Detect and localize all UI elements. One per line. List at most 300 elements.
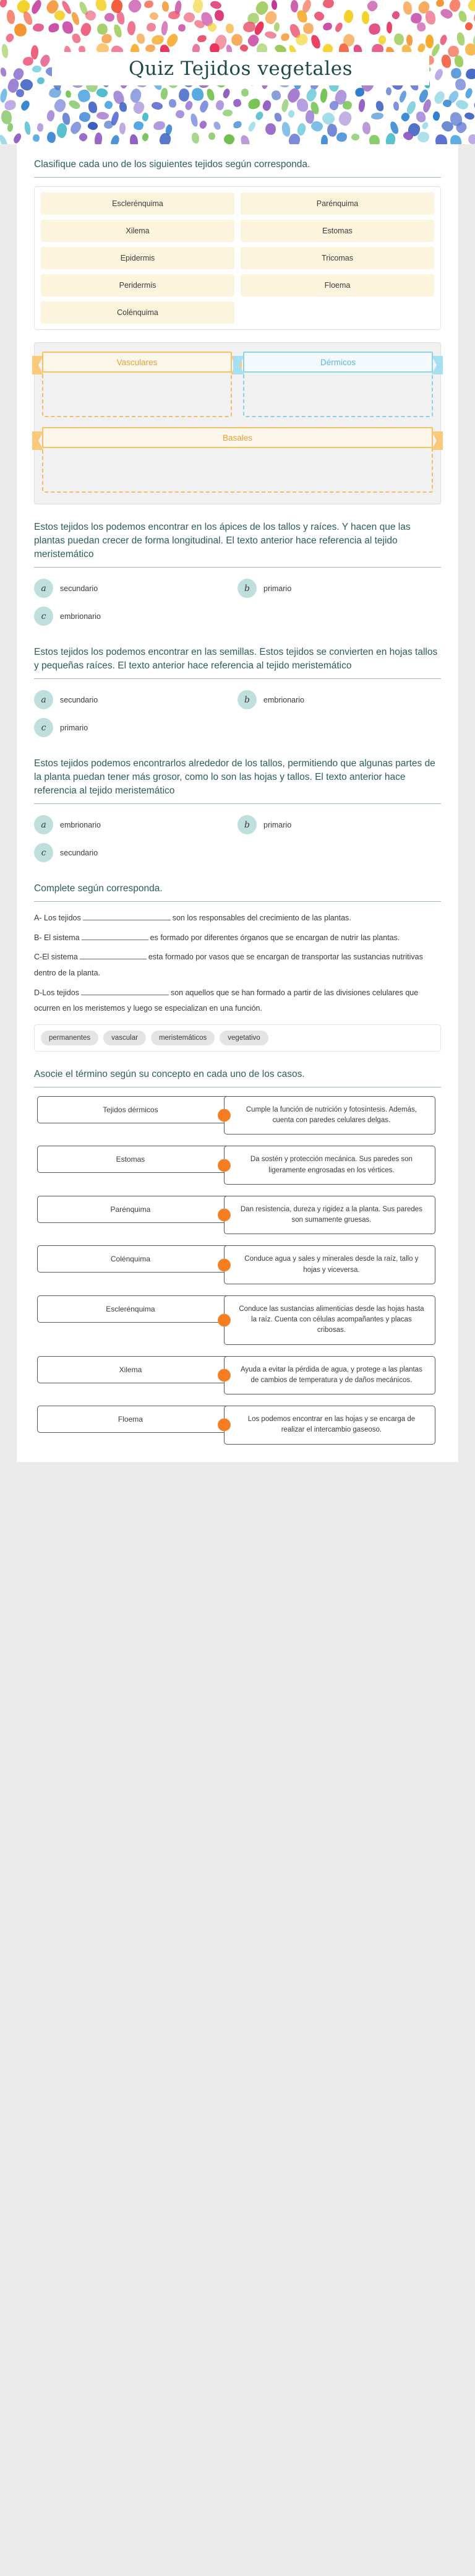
watercolor-blob — [12, 132, 23, 144]
mc-option-key: a — [34, 579, 53, 598]
watercolor-blob — [212, 120, 222, 131]
matching-term-cell — [34, 1295, 229, 1345]
watercolor-blob — [32, 65, 41, 72]
connector-dot-icon[interactable] — [218, 1368, 231, 1381]
matching-description[interactable] — [224, 1096, 435, 1135]
watercolor-blob — [104, 13, 114, 22]
watercolor-blob — [161, 1, 170, 12]
watercolor-blob — [322, 0, 334, 8]
matching-row — [34, 1356, 441, 1395]
divider — [34, 803, 441, 804]
watercolor-blob — [322, 22, 333, 31]
watercolor-blob — [367, 22, 382, 37]
fill-blank-input[interactable] — [83, 911, 171, 920]
watercolor-blob — [464, 22, 473, 30]
watercolor-blob — [371, 112, 383, 119]
classify-tile[interactable]: Peridermis — [41, 274, 234, 296]
mc-option[interactable] — [34, 843, 238, 862]
watercolor-blob — [215, 100, 225, 111]
fill-text-after: son aquellos que se han formado a partir de las divisiones celulares que ocurren en los meristemos y luego se especializan en una función. — [34, 988, 419, 1013]
classify-tile[interactable]: Floema — [241, 274, 434, 296]
matching-term-cell — [34, 1196, 229, 1235]
watercolor-blob — [142, 112, 149, 121]
watercolor-blob — [321, 135, 328, 144]
watercolor-blob — [46, 110, 55, 122]
watercolor-blob — [288, 133, 301, 144]
watercolor-blob — [161, 21, 168, 36]
watercolor-blob — [87, 101, 98, 115]
watercolor-blob — [209, 0, 222, 10]
watercolor-blob — [367, 133, 382, 144]
row-spacer — [34, 1345, 441, 1356]
word-bank-chip[interactable]: meristemáticos — [151, 1031, 215, 1045]
mc-option-key: a — [34, 815, 53, 834]
watercolor-blob — [109, 134, 120, 144]
dropzone-target-area[interactable] — [243, 371, 433, 417]
watercolor-blob — [197, 34, 207, 43]
mc1-prompt: Estos tejidos los podemos encontrar en los ápices de los tallos y raíces. Y hacen que las plantas puedan crecer de forma longitudinal. El texto anterior hace referencia al tejido meristemático — [34, 522, 411, 560]
watercolor-blob — [309, 33, 322, 50]
watercolor-blob — [153, 120, 166, 131]
watercolor-blob — [455, 98, 469, 110]
watercolor-blob — [126, 0, 143, 14]
watercolor-blob — [129, 134, 139, 144]
matching-term-cell — [34, 1406, 229, 1445]
watercolor-blob — [168, 98, 178, 108]
matching-description[interactable] — [224, 1356, 435, 1395]
mc-option-label: embrionario — [60, 612, 101, 621]
watercolor-blob — [239, 44, 249, 53]
watercolor-blob — [387, 22, 393, 34]
fill-text-before: B- El sistema — [34, 933, 80, 942]
mc-option-key: c — [34, 843, 53, 862]
watercolor-blob — [143, 0, 153, 9]
watercolor-blob — [32, 134, 40, 142]
watercolor-blob — [105, 100, 113, 109]
watercolor-blob — [129, 87, 142, 103]
row-spacer — [34, 1284, 441, 1295]
watercolor-blob — [343, 9, 353, 23]
watercolor-blob — [5, 32, 15, 43]
watercolor-blob — [421, 121, 429, 131]
watercolor-blob — [178, 23, 187, 32]
matching-description-text: Dan resistencia, dureza y rigidez a la planta. Sus paredes son sumamente gruesas. — [240, 1205, 422, 1224]
watercolor-blob — [71, 32, 82, 45]
connector-dot-icon[interactable] — [218, 1313, 231, 1326]
watercolor-blob — [24, 121, 32, 136]
watercolor-blob — [20, 99, 31, 111]
watercolor-blob — [320, 88, 328, 103]
watercolor-blob — [402, 0, 414, 15]
mc2-prompt: Estos tejidos los podemos encontrar en las semillas. Estos tejidos se convierten en hojas tallos y pequeñas raíces. El texto anterior hace referencia al tejido meristemático — [34, 647, 438, 671]
watercolor-blob — [242, 20, 255, 33]
mc-option-list — [34, 688, 441, 741]
connector-dot-icon[interactable] — [218, 1419, 231, 1432]
watercolor-blob — [168, 11, 180, 20]
dropzone-ribbon — [42, 352, 232, 373]
matching-row — [34, 1146, 441, 1185]
watercolor-blob — [264, 31, 277, 40]
watercolor-blob — [93, 0, 109, 14]
watercolor-blob — [1, 44, 9, 59]
fill-blank-input[interactable] — [80, 950, 147, 959]
watercolor-blob — [239, 134, 252, 144]
watercolor-blob — [302, 22, 315, 35]
mc-option-list — [34, 576, 441, 629]
matching-term-label: Tejidos dérmicos — [103, 1105, 158, 1114]
watercolor-blob — [222, 87, 231, 99]
classify-tile[interactable]: Esclerénquima — [41, 192, 234, 215]
matching-term[interactable] — [37, 1406, 233, 1433]
mc-option[interactable] — [238, 815, 441, 834]
dropzone-dérmicos[interactable] — [243, 352, 433, 417]
watercolor-blob — [312, 10, 325, 22]
matching-description[interactable] — [224, 1146, 435, 1185]
matching-term-cell — [34, 1146, 229, 1185]
fill-text-after: son los responsables del crecimiento de las plantas. — [172, 914, 351, 922]
row-spacer — [34, 1185, 441, 1196]
watercolor-blob — [96, 87, 109, 98]
watercolor-blob — [336, 132, 348, 142]
dropzone-label: Basales — [42, 427, 433, 448]
matching-description-text: Cumple la función de nutrición y fotosíntesis. Además, cuenta con paredes celulares delgas. — [246, 1105, 417, 1124]
matching-description[interactable] — [224, 1245, 435, 1284]
watercolor-blob — [464, 42, 475, 57]
matching-term[interactable] — [37, 1146, 233, 1173]
watercolor-blob — [37, 123, 43, 132]
fill-lines-host — [34, 910, 441, 1017]
watercolor-blob — [393, 101, 400, 111]
watercolor-blob — [297, 123, 307, 136]
matching-description-cell — [229, 1356, 441, 1395]
watercolor-blob — [442, 99, 451, 108]
watercolor-blob — [290, 0, 298, 13]
mc-option-label: secundario — [60, 848, 98, 857]
fill-blank-input[interactable] — [81, 986, 169, 995]
dropzone-label: Vasculares — [42, 352, 232, 373]
matching-description-cell — [229, 1196, 441, 1235]
watercolor-blob — [6, 9, 15, 24]
watercolor-blob — [392, 11, 401, 20]
word-bank-chip[interactable]: vegetativo — [220, 1031, 268, 1045]
mc-option[interactable] — [34, 718, 238, 737]
watercolor-blob — [48, 87, 62, 99]
matching-description[interactable] — [224, 1406, 435, 1445]
dropzone-label: Dérmicos — [243, 352, 433, 373]
watercolor-blob — [127, 21, 136, 36]
watercolor-blob — [208, 132, 216, 140]
connector-dot-icon[interactable] — [218, 1209, 231, 1222]
watercolor-blob — [78, 132, 88, 142]
mc-option-key: c — [34, 718, 53, 737]
mc-option[interactable] — [238, 579, 441, 598]
watercolor-blob — [247, 121, 257, 132]
matching-term-cell — [34, 1096, 229, 1135]
classify-tile-panel — [34, 186, 441, 330]
watercolor-blob — [223, 133, 235, 144]
mc-option-label: primario — [263, 820, 292, 829]
matching-term-label: Parénquima — [110, 1204, 151, 1214]
watercolor-blob — [111, 0, 123, 13]
watercolor-blob — [96, 111, 109, 120]
watercolor-blob — [361, 11, 370, 24]
watercolor-blob — [473, 98, 475, 113]
row-spacer — [34, 1135, 441, 1146]
classify-tile[interactable]: Tricomas — [241, 247, 434, 269]
matching-term-cell — [34, 1245, 229, 1284]
matching-description-text: Conduce agua y sales y minerales desde la raíz, tallo y hojas y viceversa. — [244, 1255, 419, 1274]
watercolor-blob — [385, 132, 396, 144]
classify-prompt: Clasifique cada uno de los siguientes tejidos según corresponda. — [34, 159, 310, 170]
watercolor-blob — [358, 98, 366, 112]
fill-line — [34, 949, 441, 981]
watercolor-blob — [30, 0, 42, 15]
mc-option-label: embrionario — [60, 820, 101, 829]
classify-tile[interactable]: Parénquima — [241, 192, 434, 215]
mc-option[interactable] — [238, 690, 441, 709]
watercolor-blob — [464, 111, 475, 121]
matching-term[interactable] — [37, 1356, 233, 1383]
mc-option-label: primario — [60, 723, 88, 732]
fill-prompt: Complete según corresponda. — [34, 883, 163, 894]
matching-description-cell — [229, 1096, 441, 1135]
watercolor-blob — [223, 110, 233, 117]
fill-line — [34, 985, 441, 1017]
classify-tile-grid — [41, 192, 434, 324]
watercolor-blob — [280, 32, 290, 42]
mc-option-key: c — [34, 607, 53, 626]
word-bank — [34, 1024, 441, 1052]
watercolor-blob — [457, 9, 468, 23]
divider — [34, 678, 441, 679]
watercolor-blob — [94, 132, 103, 144]
matching-description-cell — [229, 1406, 441, 1445]
matching-term[interactable] — [37, 1295, 233, 1323]
matching-prompt: Asocie el término según su concepto en cada uno de los casos. — [34, 1068, 305, 1079]
page-title-plate — [52, 52, 429, 85]
watercolor-blob — [255, 110, 265, 121]
mc-option[interactable] — [34, 607, 238, 626]
watercolor-blob — [150, 34, 164, 46]
watercolor-blob — [118, 101, 127, 112]
fill-text-before: C-El sistema — [34, 953, 78, 962]
watercolor-blob — [435, 0, 445, 8]
classify-tile[interactable]: Epidermis — [41, 247, 234, 269]
watercolor-blob — [189, 113, 199, 128]
watercolor-blob — [113, 24, 124, 39]
watercolor-blob — [456, 32, 466, 46]
watercolor-blob — [426, 34, 434, 48]
section-classify — [17, 144, 458, 507]
watercolor-blob — [366, 0, 379, 13]
matching-description-cell — [229, 1146, 441, 1185]
dropzone-vasculares[interactable] — [42, 352, 232, 417]
watercolor-blob — [103, 120, 114, 129]
divider — [34, 567, 441, 568]
fill-text-after: esta formado por vasos que se encargan de transportar las sustancias nutritivas dentro de la planta. — [34, 953, 423, 977]
page-header-banner — [0, 0, 475, 144]
matching-row — [34, 1295, 441, 1345]
watercolor-blob — [214, 9, 226, 22]
watercolor-blob — [79, 111, 91, 122]
section-mc3 — [17, 743, 458, 868]
matching-description-text: Los podemos encontrar en las hojas y se encarga de realizar el intercambio gaseoso. — [247, 1416, 416, 1434]
watercolor-blob — [184, 100, 194, 111]
watercolor-blob — [80, 22, 92, 37]
matching-row — [34, 1245, 441, 1284]
watercolor-blob — [264, 123, 276, 136]
watercolor-blob — [190, 132, 200, 144]
matching-term-cell — [34, 1356, 229, 1395]
watercolor-blob — [247, 97, 262, 111]
fill-blank-input[interactable] — [82, 931, 148, 940]
word-bank-chip[interactable]: vascular — [103, 1031, 146, 1045]
watercolor-blob — [15, 89, 24, 98]
matching-description-text: Da sostén y protección mecánica. Sus paredes son ligeramente engrosadas en los vértices. — [250, 1156, 413, 1174]
section-matching — [17, 1054, 458, 1447]
divider — [34, 901, 441, 902]
dropzone-target-area[interactable] — [42, 447, 433, 493]
watercolor-blob — [233, 120, 243, 130]
watercolor-blob — [205, 88, 216, 102]
watercolor-blob — [134, 121, 143, 131]
watercolor-blob — [334, 22, 343, 33]
watercolor-blob — [262, 100, 272, 112]
multiple-choice-host — [17, 507, 458, 868]
watercolor-blob — [56, 123, 67, 138]
watercolor-blob — [273, 111, 283, 123]
matching-host — [34, 1096, 441, 1445]
fill-text-before: A- Los tejidos — [34, 914, 81, 922]
matching-row — [34, 1096, 441, 1135]
watercolor-blob — [342, 100, 352, 110]
matching-term[interactable] — [37, 1096, 233, 1123]
watercolor-blob — [464, 87, 474, 99]
watercolor-blob — [232, 97, 242, 108]
matching-description[interactable] — [224, 1295, 435, 1345]
matching-term[interactable] — [37, 1245, 233, 1273]
watercolor-blob — [160, 88, 168, 100]
watercolor-blob — [378, 35, 386, 44]
fill-text-before: D-Los tejidos — [34, 988, 79, 997]
matching-term-label: Colénquima — [110, 1255, 150, 1264]
watercolor-blob — [135, 33, 146, 45]
matching-term-label: Xilema — [119, 1365, 142, 1374]
classify-tile[interactable]: Colénquima — [41, 301, 234, 324]
watercolor-blob — [433, 67, 444, 81]
watercolor-blob — [38, 53, 51, 68]
watercolor-blob — [280, 121, 291, 137]
mc-option[interactable] — [34, 579, 238, 598]
watercolor-blob — [159, 132, 171, 144]
watercolor-blob — [46, 21, 60, 34]
watercolor-blob — [225, 23, 235, 34]
dropzone-ribbon — [42, 427, 433, 448]
matching-row — [34, 1196, 441, 1235]
watercolor-blob — [398, 90, 408, 103]
mc-option[interactable] — [34, 815, 238, 834]
connector-dot-icon[interactable] — [218, 1258, 231, 1271]
watercolor-blob — [386, 87, 392, 95]
watercolor-blob — [175, 110, 184, 118]
watercolor-blob — [374, 100, 384, 112]
watercolor-blob — [433, 111, 440, 121]
watercolor-blob — [273, 22, 280, 32]
classify-dropzone-panel — [34, 342, 441, 504]
matching-description[interactable] — [224, 1196, 435, 1235]
watercolor-blob — [464, 67, 475, 80]
connector-dot-icon[interactable] — [218, 1109, 231, 1122]
watercolor-blob — [270, 89, 283, 102]
matching-row — [34, 1406, 441, 1445]
watercolor-blob — [0, 0, 7, 8]
classify-tile[interactable]: Estomas — [241, 220, 434, 242]
matching-term[interactable] — [37, 1196, 233, 1223]
mc-option-key: b — [238, 690, 257, 709]
mc-option-key: b — [238, 815, 257, 834]
page-title: Quiz Tejidos vegetales — [128, 58, 353, 80]
watercolor-blob — [351, 133, 360, 140]
watercolor-blob — [417, 131, 429, 143]
watercolor-blob — [119, 123, 126, 134]
fill-line — [34, 930, 441, 946]
watercolor-blob — [0, 134, 9, 144]
watercolor-blob — [338, 111, 353, 128]
watercolor-blob — [439, 34, 448, 46]
watercolor-blob — [473, 11, 475, 24]
row-spacer — [34, 1234, 441, 1245]
watercolor-blob — [281, 98, 289, 112]
watercolor-blob — [466, 132, 475, 144]
matching-term-label: Esclerénquima — [106, 1304, 155, 1313]
mc-option[interactable] — [34, 690, 238, 709]
matching-description-text: Conduce las sustancias alimenticias desde las hojas hasta la raíz. Cuenta con células acompañantes y placas cribosas. — [239, 1305, 424, 1334]
fill-line — [34, 910, 441, 927]
watercolor-blob — [146, 22, 157, 32]
dropzone-ribbon — [243, 352, 433, 373]
matching-description-text: Ayuda a evitar la pérdida de agua, y protege a las plantas de cambios de temperatura y de daños mecánicos. — [240, 1365, 422, 1384]
matching-term-label: Estomas — [116, 1155, 145, 1164]
section-mc2 — [17, 632, 458, 743]
watercolor-blob — [87, 121, 98, 131]
watercolor-blob — [47, 131, 57, 144]
dropzone-basales[interactable] — [42, 427, 433, 493]
watercolor-blob — [199, 120, 208, 130]
watercolor-blob — [454, 77, 468, 92]
watercolor-blob — [271, 0, 278, 11]
fill-text-after: es formado por diferentes órganos que se encargan de nutrir las plantas. — [150, 933, 400, 942]
word-bank-chip[interactable]: permanentes — [41, 1031, 98, 1045]
dropzone-target-area[interactable] — [42, 371, 232, 417]
mc-option-list — [34, 813, 441, 866]
classify-tile[interactable]: Xilema — [41, 220, 234, 242]
watercolor-blob — [288, 110, 294, 119]
matching-description-cell — [229, 1245, 441, 1284]
watercolor-blob — [65, 90, 72, 98]
watercolor-blob — [36, 77, 45, 85]
ribbon-tail-right-icon — [432, 356, 443, 374]
watercolor-blob — [116, 11, 126, 25]
watercolor-blob — [327, 124, 338, 138]
mc-option-key: a — [34, 690, 53, 709]
watercolor-blob — [434, 132, 449, 144]
quiz-sheet — [17, 144, 458, 1462]
divider — [34, 177, 441, 178]
watercolor-blob — [453, 54, 465, 69]
watercolor-blob — [53, 98, 67, 113]
watercolor-blob — [393, 33, 404, 46]
connector-dot-icon[interactable] — [218, 1159, 231, 1172]
